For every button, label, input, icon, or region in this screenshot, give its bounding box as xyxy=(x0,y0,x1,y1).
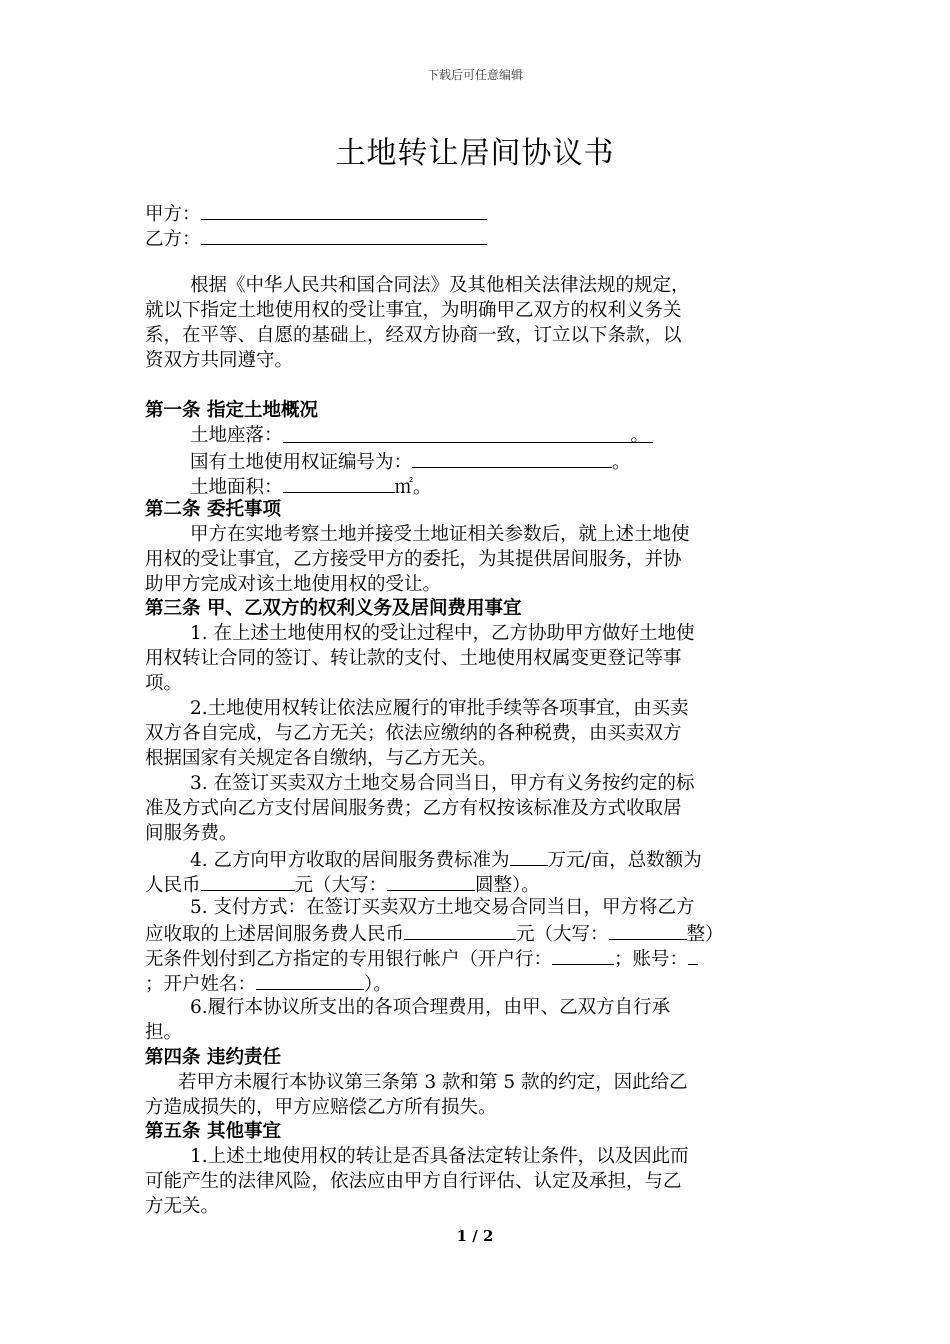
clause5-text: 应收取的上述居间服务费人民币 xyxy=(145,924,405,945)
clause4-line xyxy=(145,872,540,898)
clause4-text: 圆整）。 xyxy=(475,875,540,896)
clause1-line: 用权转让合同的签订、转让款的支付、土地使用权属变更登记等事 xyxy=(145,648,682,669)
article5-heading: 第五条 其他事宜 xyxy=(145,1121,281,1142)
article5-line: 1.上述土地使用权的转让是否具备法定转让条件，以及因此而 xyxy=(190,1146,689,1167)
cert-number-line xyxy=(190,449,631,475)
clause3-line: 间服务费。 xyxy=(145,823,238,844)
land-area-label: 土地面积： xyxy=(190,477,283,498)
clause3-line: 准及方式向乙方支付居间服务费；乙方有权按该标准及方式收取居 xyxy=(145,798,682,819)
article1-heading: 第一条 指定土地概况 xyxy=(145,400,318,421)
clause5-text: 无条件划付到乙方指定的专用银行帐户（开户行： xyxy=(145,949,553,970)
party-b-line xyxy=(145,226,487,252)
clause5-text: ）。 xyxy=(364,974,392,995)
cert-number-label: 国有土地使用权证编号为： xyxy=(190,452,413,473)
clause1-line: 项。 xyxy=(145,673,183,694)
preamble-line: 根据《中华人民共和国合同法》及其他相关法律法规的规定， xyxy=(190,275,690,296)
land-area-line xyxy=(190,474,432,500)
header-note: 下载后可任意编辑 xyxy=(426,68,523,82)
cert-number-end: 。 xyxy=(612,452,631,473)
clause4-text: 元（大写： xyxy=(294,875,388,896)
party-a-label: 甲方： xyxy=(145,204,201,225)
article2-line: 甲方在实地考察土地并接受土地证相关参数后，就上述土地使 xyxy=(190,524,690,545)
party-a-line xyxy=(145,201,487,227)
payment-amount-blank[interactable] xyxy=(404,921,516,940)
fee-total-blank[interactable] xyxy=(201,872,295,891)
article3-heading: 第三条 甲、乙双方的权利义务及居间费用事宜 xyxy=(145,598,522,619)
article4-line: 方造成损失的，甲方应赔偿乙方所有损失。 xyxy=(145,1097,497,1118)
land-area-blank[interactable] xyxy=(283,474,395,493)
article5-line: 可能产生的法律风险，依法应由甲方自行评估、认定及承担，与乙 xyxy=(145,1171,682,1192)
clause5-text: ；账号： xyxy=(614,949,689,970)
party-a-blank[interactable] xyxy=(201,201,487,220)
clause4-text: 人民币 xyxy=(145,875,201,896)
clause5-line: 5. 支付方式：在签订买卖双方土地交易合同当日，甲方将乙方 xyxy=(190,897,695,918)
article4-line: 若甲方未履行本协议第三条第 3 款和第 5 款的约定，因此给乙 xyxy=(178,1072,688,1093)
bank-name-blank[interactable] xyxy=(552,946,614,965)
preamble-line: 资双方共同遵守。 xyxy=(145,350,294,371)
account-number-blank[interactable] xyxy=(688,946,698,965)
clause1-line: 1. 在上述土地使用权的受让过程中，乙方协助甲方做好土地使 xyxy=(190,623,695,644)
page-number: 1 / 2 xyxy=(456,1227,494,1245)
document-title: 土地转让居间协议书 xyxy=(335,136,615,171)
clause2-line: 2.土地使用权转让依法应履行的审批手续等各项事宜，由买卖 xyxy=(190,698,689,719)
land-location-end: 。 xyxy=(630,425,650,446)
clause5-text: 整） xyxy=(686,924,724,945)
article4-heading: 第四条 违约责任 xyxy=(145,1047,281,1068)
article2-line: 用权的受让事宜，乙方接受甲方的委托，为其提供居间服务，并协 xyxy=(145,549,682,570)
clause4-text: 万元/亩，总数额为 xyxy=(547,850,702,871)
preamble-line: 系，在平等、自愿的基础上，经双方协商一致，订立以下条款，以 xyxy=(145,325,682,346)
fee-rate-blank[interactable] xyxy=(510,847,548,866)
account-holder-blank[interactable] xyxy=(256,971,364,990)
party-b-blank[interactable] xyxy=(201,226,487,245)
clause5-line xyxy=(145,946,698,972)
land-location-label: 土地座落： xyxy=(190,425,283,446)
clause5-text: ；开户姓名： xyxy=(145,974,257,995)
clause4-text: 4. 乙方向甲方收取的居间服务费标准为 xyxy=(190,850,510,871)
fee-total-words-blank[interactable] xyxy=(387,872,475,891)
payment-words-blank[interactable] xyxy=(609,921,687,940)
clause2-line: 根据国家有关规定各自缴纳，与乙方无关。 xyxy=(145,748,497,769)
clause3-line: 3. 在签订买卖双方土地交易合同当日，甲方有义务按约定的标 xyxy=(190,773,695,794)
clause5-line xyxy=(145,971,392,997)
land-location-line xyxy=(190,424,653,448)
land-area-unit: ㎡。 xyxy=(394,477,432,498)
clause5-line xyxy=(145,921,724,947)
cert-number-blank[interactable] xyxy=(412,449,612,468)
article2-line: 助甲方完成对该土地使用权的受让。 xyxy=(145,574,442,595)
clause2-line: 双方各自完成，与乙方无关；依法应缴纳的各种税费，由买卖双方 xyxy=(145,723,682,744)
party-b-label: 乙方： xyxy=(145,229,201,250)
clause5-text: 元（大写： xyxy=(516,924,609,945)
clause6-line: 担。 xyxy=(145,1022,183,1043)
article5-line: 方无关。 xyxy=(145,1196,220,1217)
clause6-line: 6.履行本协议所支出的各项合理费用，由甲、乙双方自行承 xyxy=(190,997,671,1018)
article2-heading: 第二条 委托事项 xyxy=(145,499,281,520)
preamble-line: 就以下指定土地使用权的受让事宜，为明确甲乙双方的权利义务关 xyxy=(145,300,682,321)
clause4-line xyxy=(190,847,702,873)
land-location-blank[interactable] xyxy=(283,424,653,446)
